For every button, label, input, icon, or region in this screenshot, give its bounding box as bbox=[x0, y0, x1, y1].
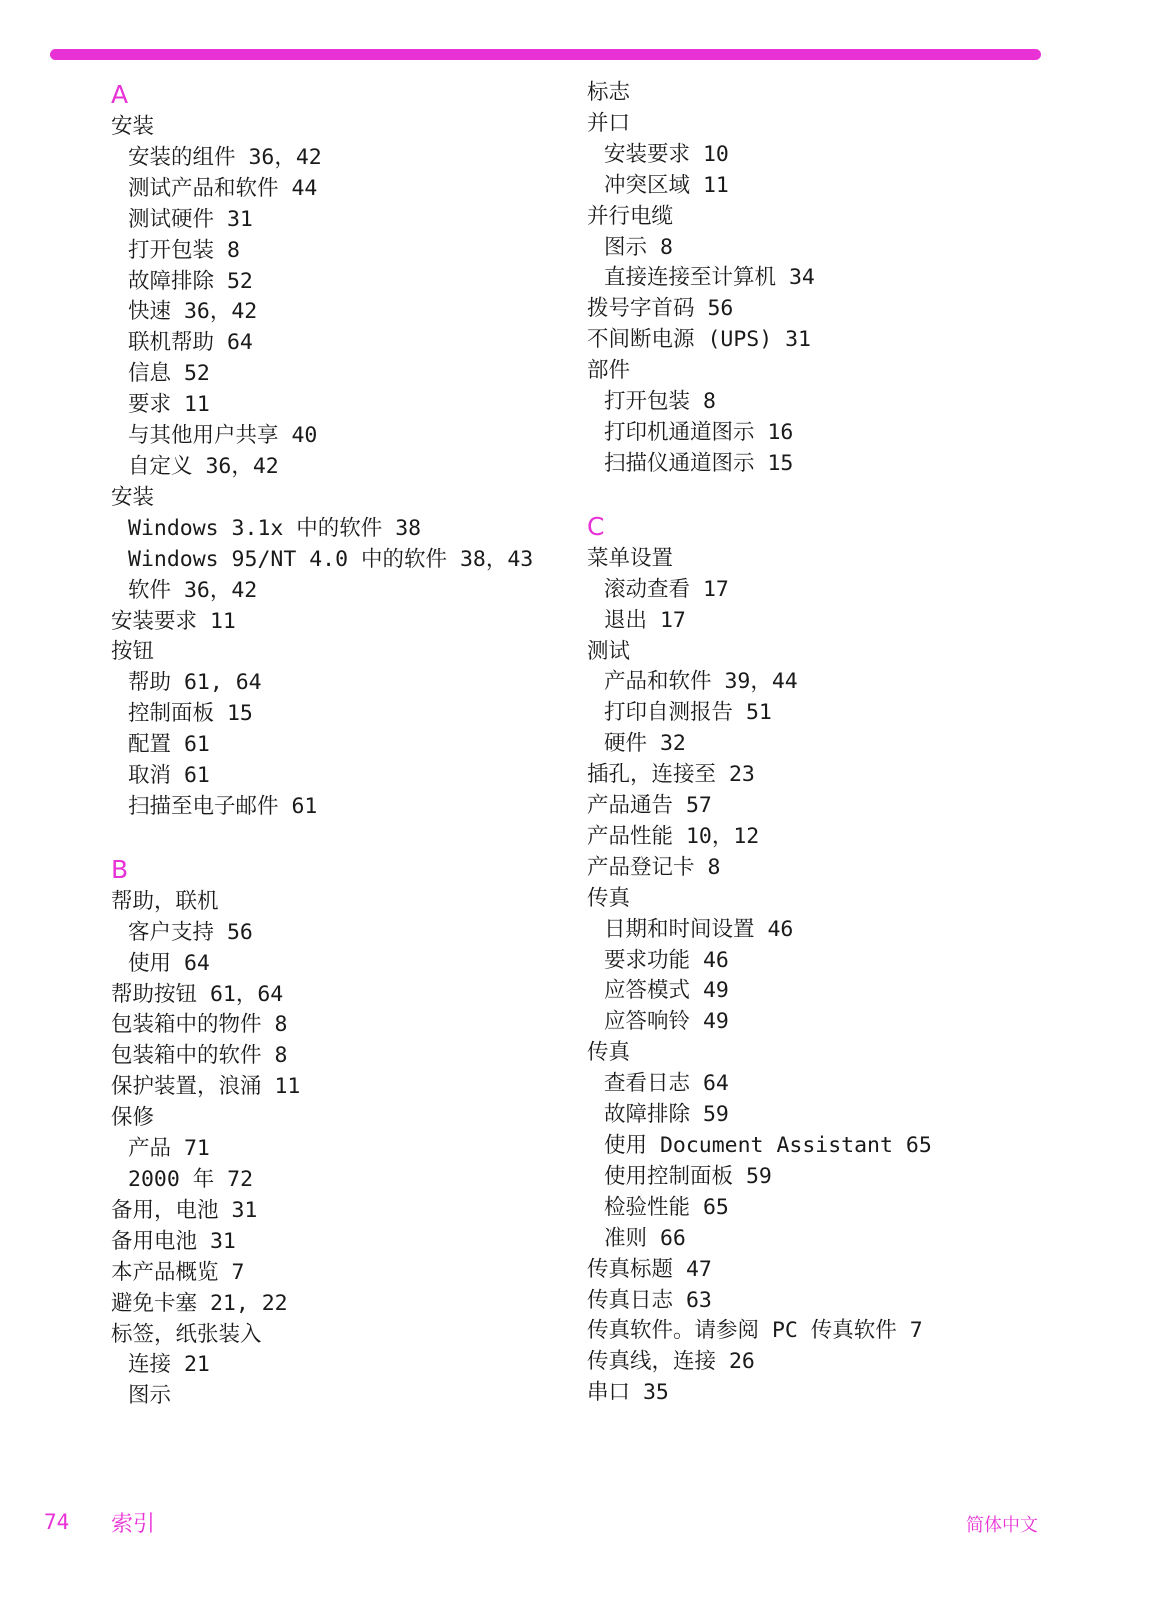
index-entry: 安装要求 11 bbox=[111, 608, 236, 634]
index-entry: 串口 35 bbox=[587, 1380, 669, 1406]
index-entry: 并行电缆 bbox=[587, 203, 674, 229]
index-entry: 保护装置，浪涌 11 bbox=[111, 1074, 301, 1100]
index-section bbox=[111, 853, 581, 1412]
index-entry: 按钮 bbox=[111, 639, 155, 665]
index-column-right bbox=[587, 78, 1127, 1409]
index-subentry: 连接 21 bbox=[128, 1352, 210, 1378]
index-subentry: 图示 8 bbox=[604, 234, 673, 260]
index-subentry: 扫描至电子邮件 61 bbox=[128, 793, 318, 819]
index-section bbox=[587, 510, 1127, 1409]
index-subentry: 打印机通道图示 16 bbox=[604, 419, 794, 445]
index-subentry: 测试产品和软件 44 bbox=[128, 175, 318, 201]
index-subentry: 安装的组件 36，42 bbox=[128, 144, 322, 170]
index-subentry: 使用 64 bbox=[128, 950, 210, 976]
index-entry: 测试 bbox=[587, 638, 631, 664]
index-entry: 不间断电源 (UPS) 31 bbox=[587, 327, 811, 353]
index-subentry: 检验性能 65 bbox=[604, 1194, 729, 1220]
index-entry: 传真软件。请参阅 PC 传真软件 7 bbox=[587, 1318, 923, 1344]
index-entry: 保修 bbox=[111, 1105, 155, 1131]
index-entry: 产品性能 10，12 bbox=[587, 823, 760, 849]
section-title: 索引 bbox=[111, 1512, 156, 1537]
index-subentry: 要求功能 46 bbox=[604, 947, 729, 973]
index-entry: 并口 bbox=[587, 110, 631, 136]
index-entry: 传真线，连接 26 bbox=[587, 1349, 755, 1375]
index-subentry: 配置 61 bbox=[128, 732, 210, 758]
index-entry: 菜单设置 bbox=[587, 545, 674, 571]
index-subentry: 2000 年 72 bbox=[128, 1167, 254, 1192]
section-letter: B bbox=[111, 854, 129, 884]
index-subentry: 应答模式 49 bbox=[604, 978, 729, 1004]
language-label: 简体中文 bbox=[966, 1515, 1038, 1536]
index-entry: 部件 bbox=[587, 358, 631, 384]
index-entry: 传真 bbox=[587, 1040, 631, 1066]
index-subentry: 联机帮助 64 bbox=[128, 330, 253, 356]
index-entry: 安装 bbox=[111, 484, 155, 510]
index-subentry: 日期和时间设置 46 bbox=[604, 916, 794, 942]
page-number: 74 bbox=[44, 1510, 70, 1534]
index-subentry: 取消 61 bbox=[128, 763, 210, 789]
index-subentry: 客户支持 56 bbox=[128, 919, 253, 945]
index-entry: 传真标题 47 bbox=[587, 1256, 712, 1282]
index-subentry: 帮助 61, 64 bbox=[128, 670, 262, 696]
index-subentry: 查看日志 64 bbox=[604, 1071, 729, 1097]
index-subentry: 产品 71 bbox=[128, 1136, 210, 1162]
index-subentry: 自定义 36，42 bbox=[128, 453, 279, 479]
index-subentry: 使用控制面板 59 bbox=[604, 1163, 772, 1189]
index-subentry: 准则 66 bbox=[604, 1225, 686, 1251]
index-subentry: 使用 Document Assistant 65 bbox=[604, 1133, 932, 1158]
index-entry: 包装箱中的软件 8 bbox=[111, 1043, 288, 1069]
index-subentry: Windows 95/NT 4.0 中的软件 38，43 bbox=[128, 546, 534, 572]
section-letter: A bbox=[111, 80, 129, 109]
index-entry: 拨号字首码 56 bbox=[587, 296, 734, 322]
index-subentry: 硬件 32 bbox=[604, 731, 686, 757]
index-entry: 帮助，联机 bbox=[111, 888, 219, 914]
index-subentry: 打印自测报告 51 bbox=[604, 700, 772, 726]
header-rule bbox=[50, 49, 1041, 60]
index-section bbox=[111, 78, 581, 823]
index-subentry: 产品和软件 39，44 bbox=[604, 669, 798, 695]
index-subentry: 应答响铃 49 bbox=[604, 1009, 729, 1035]
index-subentry: 故障排除 52 bbox=[128, 268, 253, 294]
index-subentry: 打开包装 8 bbox=[128, 237, 240, 263]
index-subentry: 控制面板 15 bbox=[128, 701, 253, 727]
index-subentry: 打开包装 8 bbox=[604, 389, 716, 415]
index-entry: 包装箱中的物件 8 bbox=[111, 1012, 288, 1038]
index-subentry: 扫描仪通道图示 15 bbox=[604, 450, 794, 476]
index-subentry: 安装要求 10 bbox=[604, 141, 729, 167]
index-entry: 传真 bbox=[587, 885, 631, 911]
index-subentry: 信息 52 bbox=[128, 361, 210, 387]
section-letter: C bbox=[587, 511, 605, 541]
index-subentry: 故障排除 59 bbox=[604, 1102, 729, 1128]
index-entry: 传真日志 63 bbox=[587, 1287, 712, 1313]
index-subentry: 直接连接至计算机 34 bbox=[604, 265, 815, 291]
index-entry: 标签，纸张装入 bbox=[111, 1321, 262, 1347]
index-entry: 备用，电池 31 bbox=[111, 1197, 258, 1223]
index-column-left bbox=[111, 78, 581, 1412]
index-subentry: 要求 11 bbox=[128, 392, 210, 418]
index-subentry: 图示 bbox=[128, 1383, 172, 1409]
index-entry: 产品通告 57 bbox=[587, 793, 712, 819]
index-entry: 安装 bbox=[111, 114, 155, 139]
index-entry: 本产品概览 7 bbox=[111, 1259, 245, 1285]
index-entry: 标志 bbox=[587, 80, 631, 105]
index-subentry: 冲突区域 11 bbox=[604, 172, 729, 198]
index-entry: 备用电池 31 bbox=[111, 1228, 236, 1254]
index-entry: 帮助按钮 61，64 bbox=[111, 981, 284, 1007]
index-entry: 插孔，连接至 23 bbox=[587, 762, 755, 788]
index-entry: 产品登记卡 8 bbox=[587, 854, 721, 880]
index-subentry: 滚动查看 17 bbox=[604, 576, 729, 602]
index-subentry: Windows 3.1x 中的软件 38 bbox=[128, 515, 422, 541]
index-subentry: 与其他用户共享 40 bbox=[128, 423, 318, 449]
index-subentry: 快速 36，42 bbox=[128, 299, 258, 325]
index-subentry: 退出 17 bbox=[604, 607, 686, 633]
index-subentry: 测试硬件 31 bbox=[128, 206, 253, 232]
index-entry: 避免卡塞 21, 22 bbox=[111, 1290, 288, 1316]
index-section bbox=[587, 78, 1127, 480]
index-subentry: 软件 36，42 bbox=[128, 577, 258, 603]
